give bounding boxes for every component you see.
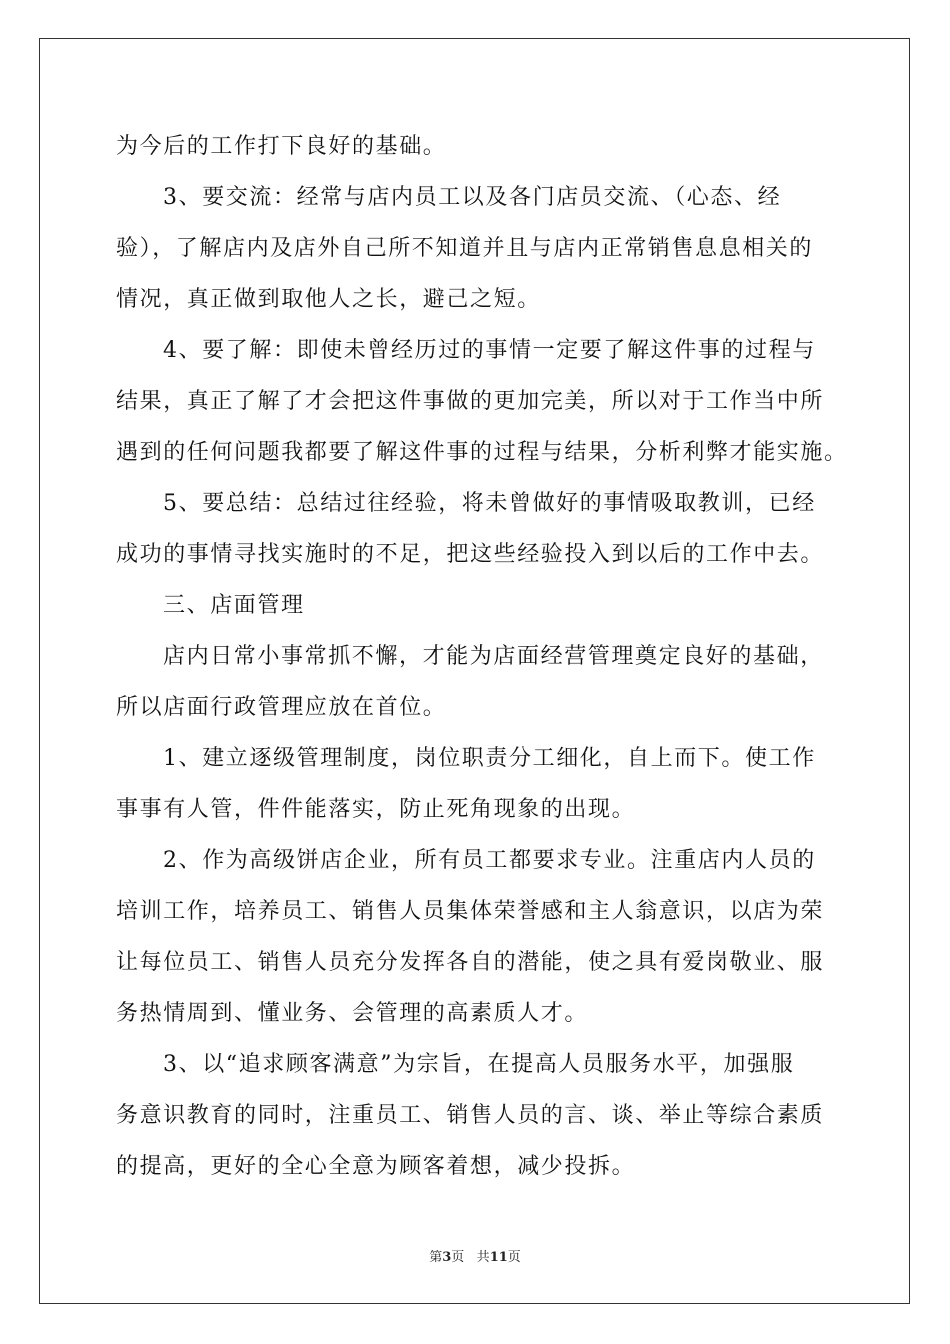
text-line: 验），了解店内及店外自己所不知道并且与店内正常销售息息相关的 xyxy=(116,236,814,261)
text-line: 3、以“追求顾客满意”为宗旨，在提高人员服务水平，加强服 xyxy=(163,1052,795,1077)
total-pages: 11 xyxy=(489,1250,508,1265)
document-body xyxy=(116,121,846,1192)
text-line: 情况，真正做到取他人之长，避己之短。 xyxy=(116,287,541,312)
page-number: 3 xyxy=(442,1250,452,1265)
page-footer xyxy=(0,1246,950,1265)
text-line: 培训工作，培养员工、销售人员集体荣誉感和主人翁意识，以店为荣 xyxy=(116,899,825,924)
text-line: 让每位员工、销售人员充分发挥各自的潜能，使之具有爱岗敬业、服 xyxy=(116,950,825,975)
text-line: 1、建立逐级管理制度，岗位职责分工细化，自上而下。使工作 xyxy=(163,746,816,771)
section-heading: 三、店面管理 xyxy=(163,593,305,618)
text-line: 为今后的工作打下良好的基础。 xyxy=(116,134,447,159)
text-line: 结果，真正了解了才会把这件事做的更加完美，所以对于工作当中所 xyxy=(116,389,825,414)
text-line: 事事有人管，件件能落实，防止死角现象的出现。 xyxy=(116,797,636,822)
total-suffix: 页 xyxy=(507,1250,521,1265)
text-line: 成功的事情寻找实施时的不足，把这些经验投入到以后的工作中去。 xyxy=(116,542,825,567)
text-line: 务意识教育的同时，注重员工、销售人员的言、谈、举止等综合素质 xyxy=(116,1103,825,1128)
text-line: 4、要了解：即使未曾经历过的事情一定要了解这件事的过程与 xyxy=(163,338,816,363)
text-line: 2、作为高级饼店企业，所有员工都要求专业。注重店内人员的 xyxy=(163,848,816,873)
text-line: 5、要总结：总结过往经验，将未曾做好的事情吸取教训，已经 xyxy=(163,491,816,516)
text-line: 3、要交流：经常与店内员工以及各门店员交流、（心态、经 xyxy=(163,185,782,210)
text-line: 务热情周到、懂业务、会管理的高素质人才。 xyxy=(116,1001,589,1026)
page-suffix: 页 xyxy=(451,1250,465,1265)
text-line: 所以店面行政管理应放在首位。 xyxy=(116,695,447,720)
text-line: 遇到的任何问题我都要了解这件事的过程与结果，分析利弊才能实施。 xyxy=(116,440,848,465)
page-prefix: 第 xyxy=(429,1250,443,1265)
text-line: 店内日常小事常抓不懈，才能为店面经营管理奠定良好的基础， xyxy=(163,644,824,669)
text-line: 的提高，更好的全心全意为顾客着想，减少投拆。 xyxy=(116,1154,636,1179)
total-prefix: 共 xyxy=(476,1250,490,1265)
